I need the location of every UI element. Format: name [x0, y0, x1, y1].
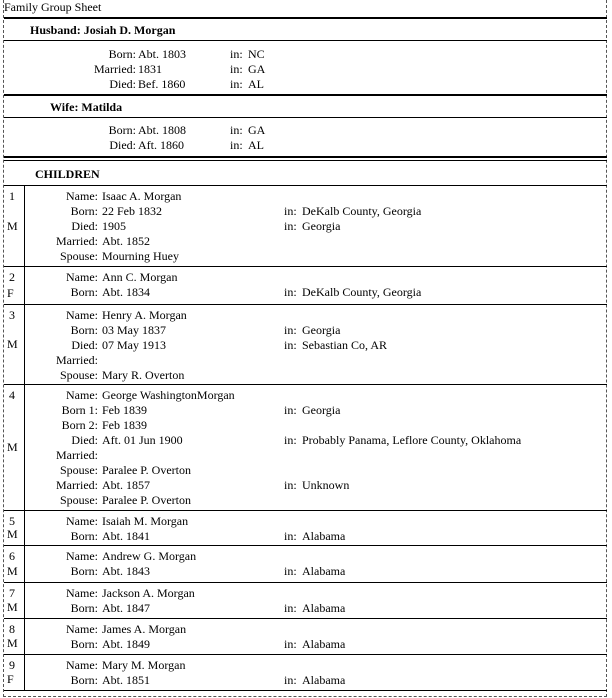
wife-field-place: AL: [248, 138, 264, 152]
in-label: in:: [284, 478, 297, 492]
child-field-value: 03 May 1837: [102, 323, 166, 337]
child-field-value: Mourning Huey: [102, 249, 179, 263]
in-label: in:: [284, 529, 297, 543]
child-sex: M: [7, 440, 18, 454]
child-field-value: Abt. 1852: [102, 234, 150, 248]
child-field-value: Mary M. Morgan: [102, 658, 186, 672]
child-column-divider: [24, 384, 25, 510]
section-divider: [4, 160, 607, 161]
child-field-label: Born:: [70, 637, 98, 651]
child-field-value: Abt. 1847: [102, 601, 150, 615]
child-field-label: Born:: [70, 529, 98, 543]
child-number: 7: [9, 586, 15, 600]
child-field-place: Alabama: [302, 673, 346, 687]
section-divider: [4, 40, 607, 41]
child-number: 8: [9, 622, 15, 636]
in-label: in:: [284, 637, 297, 651]
in-label: in:: [284, 673, 297, 687]
child-sex: M: [7, 636, 18, 650]
section-divider: [4, 185, 607, 186]
child-divider: [4, 654, 607, 655]
child-number: 3: [9, 308, 15, 322]
child-field-place: DeKalb County, Georgia: [302, 285, 422, 299]
child-field-place: Sebastian Co, AR: [302, 338, 388, 352]
child-field-label: Name:: [66, 658, 98, 672]
child-field-value: Feb 1839: [102, 418, 147, 432]
child-field-value: Paralee P. Overton: [102, 463, 191, 477]
wife-heading: Wife: Matilda: [50, 100, 123, 114]
husband-field-place: NC: [248, 47, 265, 61]
child-number: 5: [9, 514, 15, 528]
child-field-place: Alabama: [302, 564, 346, 578]
child-field-label: Spouse:: [59, 249, 98, 263]
child-field-value: Mary R. Overton: [102, 368, 185, 382]
child-field-value: Ann C. Morgan: [102, 270, 178, 284]
child-field-place: Georgia: [302, 219, 341, 233]
in-label: in:: [230, 62, 243, 76]
child-divider: [4, 384, 607, 385]
child-divider: [4, 545, 607, 546]
child-divider: [4, 618, 607, 619]
in-label: in:: [230, 47, 243, 61]
husband-field-place: GA: [248, 62, 266, 76]
husband-field-label: Born:: [108, 47, 136, 61]
child-number: 4: [9, 388, 15, 402]
child-field-label: Name:: [66, 514, 98, 528]
child-sex: F: [7, 672, 14, 686]
wife-field-value: Aft. 1860: [138, 138, 184, 152]
child-field-place: Georgia: [302, 403, 341, 417]
child-field-label: Spouse:: [59, 493, 98, 507]
child-field-value: James A. Morgan: [102, 622, 187, 636]
child-number: 1: [9, 189, 15, 203]
child-field-value: Aft. 01 Jun 1900: [102, 433, 183, 447]
child-field-value: Feb 1839: [102, 403, 147, 417]
children-heading: CHILDREN: [35, 167, 100, 181]
child-field-label: Name:: [66, 549, 98, 563]
child-field-value: Abt. 1857: [102, 478, 150, 492]
section-divider: [4, 156, 607, 158]
in-label: in:: [284, 204, 297, 218]
child-sex: M: [7, 600, 18, 614]
wife-field-value: Abt. 1808: [138, 123, 186, 137]
in-label: in:: [230, 138, 243, 152]
child-field-place: Unknown: [302, 478, 350, 492]
husband-field-value: Bef. 1860: [138, 77, 186, 91]
child-field-label: Born:: [70, 673, 98, 687]
child-sex: F: [7, 286, 14, 300]
child-field-label: Died:: [71, 338, 98, 352]
child-divider: [4, 266, 607, 267]
child-divider: [4, 304, 607, 305]
child-field-value: Henry A. Morgan: [102, 308, 187, 322]
child-field-value: Abt. 1851: [102, 673, 150, 687]
child-column-divider: [24, 510, 25, 545]
child-column-divider: [24, 304, 25, 384]
child-field-place: Alabama: [302, 637, 346, 651]
child-field-label: Name:: [66, 270, 98, 284]
child-field-value: Abt. 1834: [102, 285, 150, 299]
child-field-value: Abt. 1841: [102, 529, 150, 543]
in-label: in:: [284, 219, 297, 233]
child-field-label: Died:: [71, 433, 98, 447]
child-field-value: 22 Feb 1832: [102, 204, 162, 218]
child-column-divider: [24, 266, 25, 304]
husband-field-label: Married:: [94, 62, 136, 76]
child-field-label: Born:: [70, 285, 98, 299]
section-divider: [4, 117, 607, 118]
in-label: in:: [230, 77, 243, 91]
child-field-label: Name:: [66, 388, 98, 402]
husband-heading: Husband: Josiah D. Morgan: [30, 23, 176, 37]
child-field-label: Born:: [70, 323, 98, 337]
child-field-value: Andrew G. Morgan: [102, 549, 197, 563]
child-field-label: Married:: [56, 234, 98, 248]
husband-field-label: Died:: [109, 77, 136, 91]
child-field-label: Name:: [66, 622, 98, 636]
in-label: in:: [230, 123, 243, 137]
child-field-value: Isaiah M. Morgan: [102, 514, 189, 528]
child-divider: [4, 582, 607, 583]
in-label: in:: [284, 403, 297, 417]
child-sex: M: [7, 564, 18, 578]
child-field-place: Georgia: [302, 323, 341, 337]
child-divider: [4, 690, 607, 691]
child-sex: M: [7, 337, 18, 351]
husband-field-place: AL: [248, 77, 264, 91]
in-label: in:: [284, 433, 297, 447]
child-field-place: Probably Panama, Leflore County, Oklahoma: [302, 433, 522, 447]
child-field-value: Abt. 1843: [102, 564, 150, 578]
child-field-label: Born 2:: [61, 418, 98, 432]
child-field-label: Born:: [70, 601, 98, 615]
child-column-divider: [24, 618, 25, 654]
section-divider: [4, 94, 607, 96]
child-column-divider: [24, 582, 25, 618]
child-field-place: Alabama: [302, 601, 346, 615]
child-field-value: 07 May 1913: [102, 338, 166, 352]
in-label: in:: [284, 564, 297, 578]
child-column-divider: [24, 654, 25, 690]
husband-field-value: Abt. 1803: [138, 47, 186, 61]
child-field-label: Spouse:: [59, 463, 98, 477]
child-sex: M: [7, 527, 18, 541]
child-field-value: Jackson A. Morgan: [102, 586, 195, 600]
in-label: in:: [284, 601, 297, 615]
wife-field-label: Died:: [109, 138, 136, 152]
child-divider: [4, 510, 607, 511]
in-label: in:: [284, 338, 297, 352]
child-field-value: Abt. 1849: [102, 637, 150, 651]
child-field-label: Name:: [66, 189, 98, 203]
child-field-label: Died:: [71, 219, 98, 233]
in-label: in:: [284, 285, 297, 299]
child-field-value: Isaac A. Morgan: [102, 189, 182, 203]
child-number: 9: [9, 658, 15, 672]
child-column-divider: [24, 185, 25, 266]
child-field-label: Married:: [56, 478, 98, 492]
child-field-label: Married:: [56, 448, 98, 462]
child-field-place: DeKalb County, Georgia: [302, 204, 422, 218]
child-field-value: 1905: [102, 219, 126, 233]
child-field-value: George WashingtonMorgan: [102, 388, 235, 402]
child-field-value: Paralee P. Overton: [102, 493, 191, 507]
child-field-label: Married:: [56, 353, 98, 367]
child-field-label: Name:: [66, 308, 98, 322]
section-divider: [4, 17, 607, 19]
wife-field-label: Born:: [108, 123, 136, 137]
child-field-label: Spouse:: [59, 368, 98, 382]
wife-field-place: GA: [248, 123, 266, 137]
child-sex: M: [7, 219, 18, 233]
child-number: 2: [9, 270, 15, 284]
child-column-divider: [24, 545, 25, 582]
in-label: in:: [284, 323, 297, 337]
child-field-label: Name:: [66, 586, 98, 600]
husband-field-value: 1831: [138, 62, 162, 76]
child-field-label: Born:: [70, 204, 98, 218]
page-title: Family Group Sheet: [4, 0, 102, 14]
child-field-label: Born:: [70, 564, 98, 578]
child-number: 6: [9, 549, 15, 563]
child-field-place: Alabama: [302, 529, 346, 543]
child-field-label: Born 1:: [61, 403, 98, 417]
